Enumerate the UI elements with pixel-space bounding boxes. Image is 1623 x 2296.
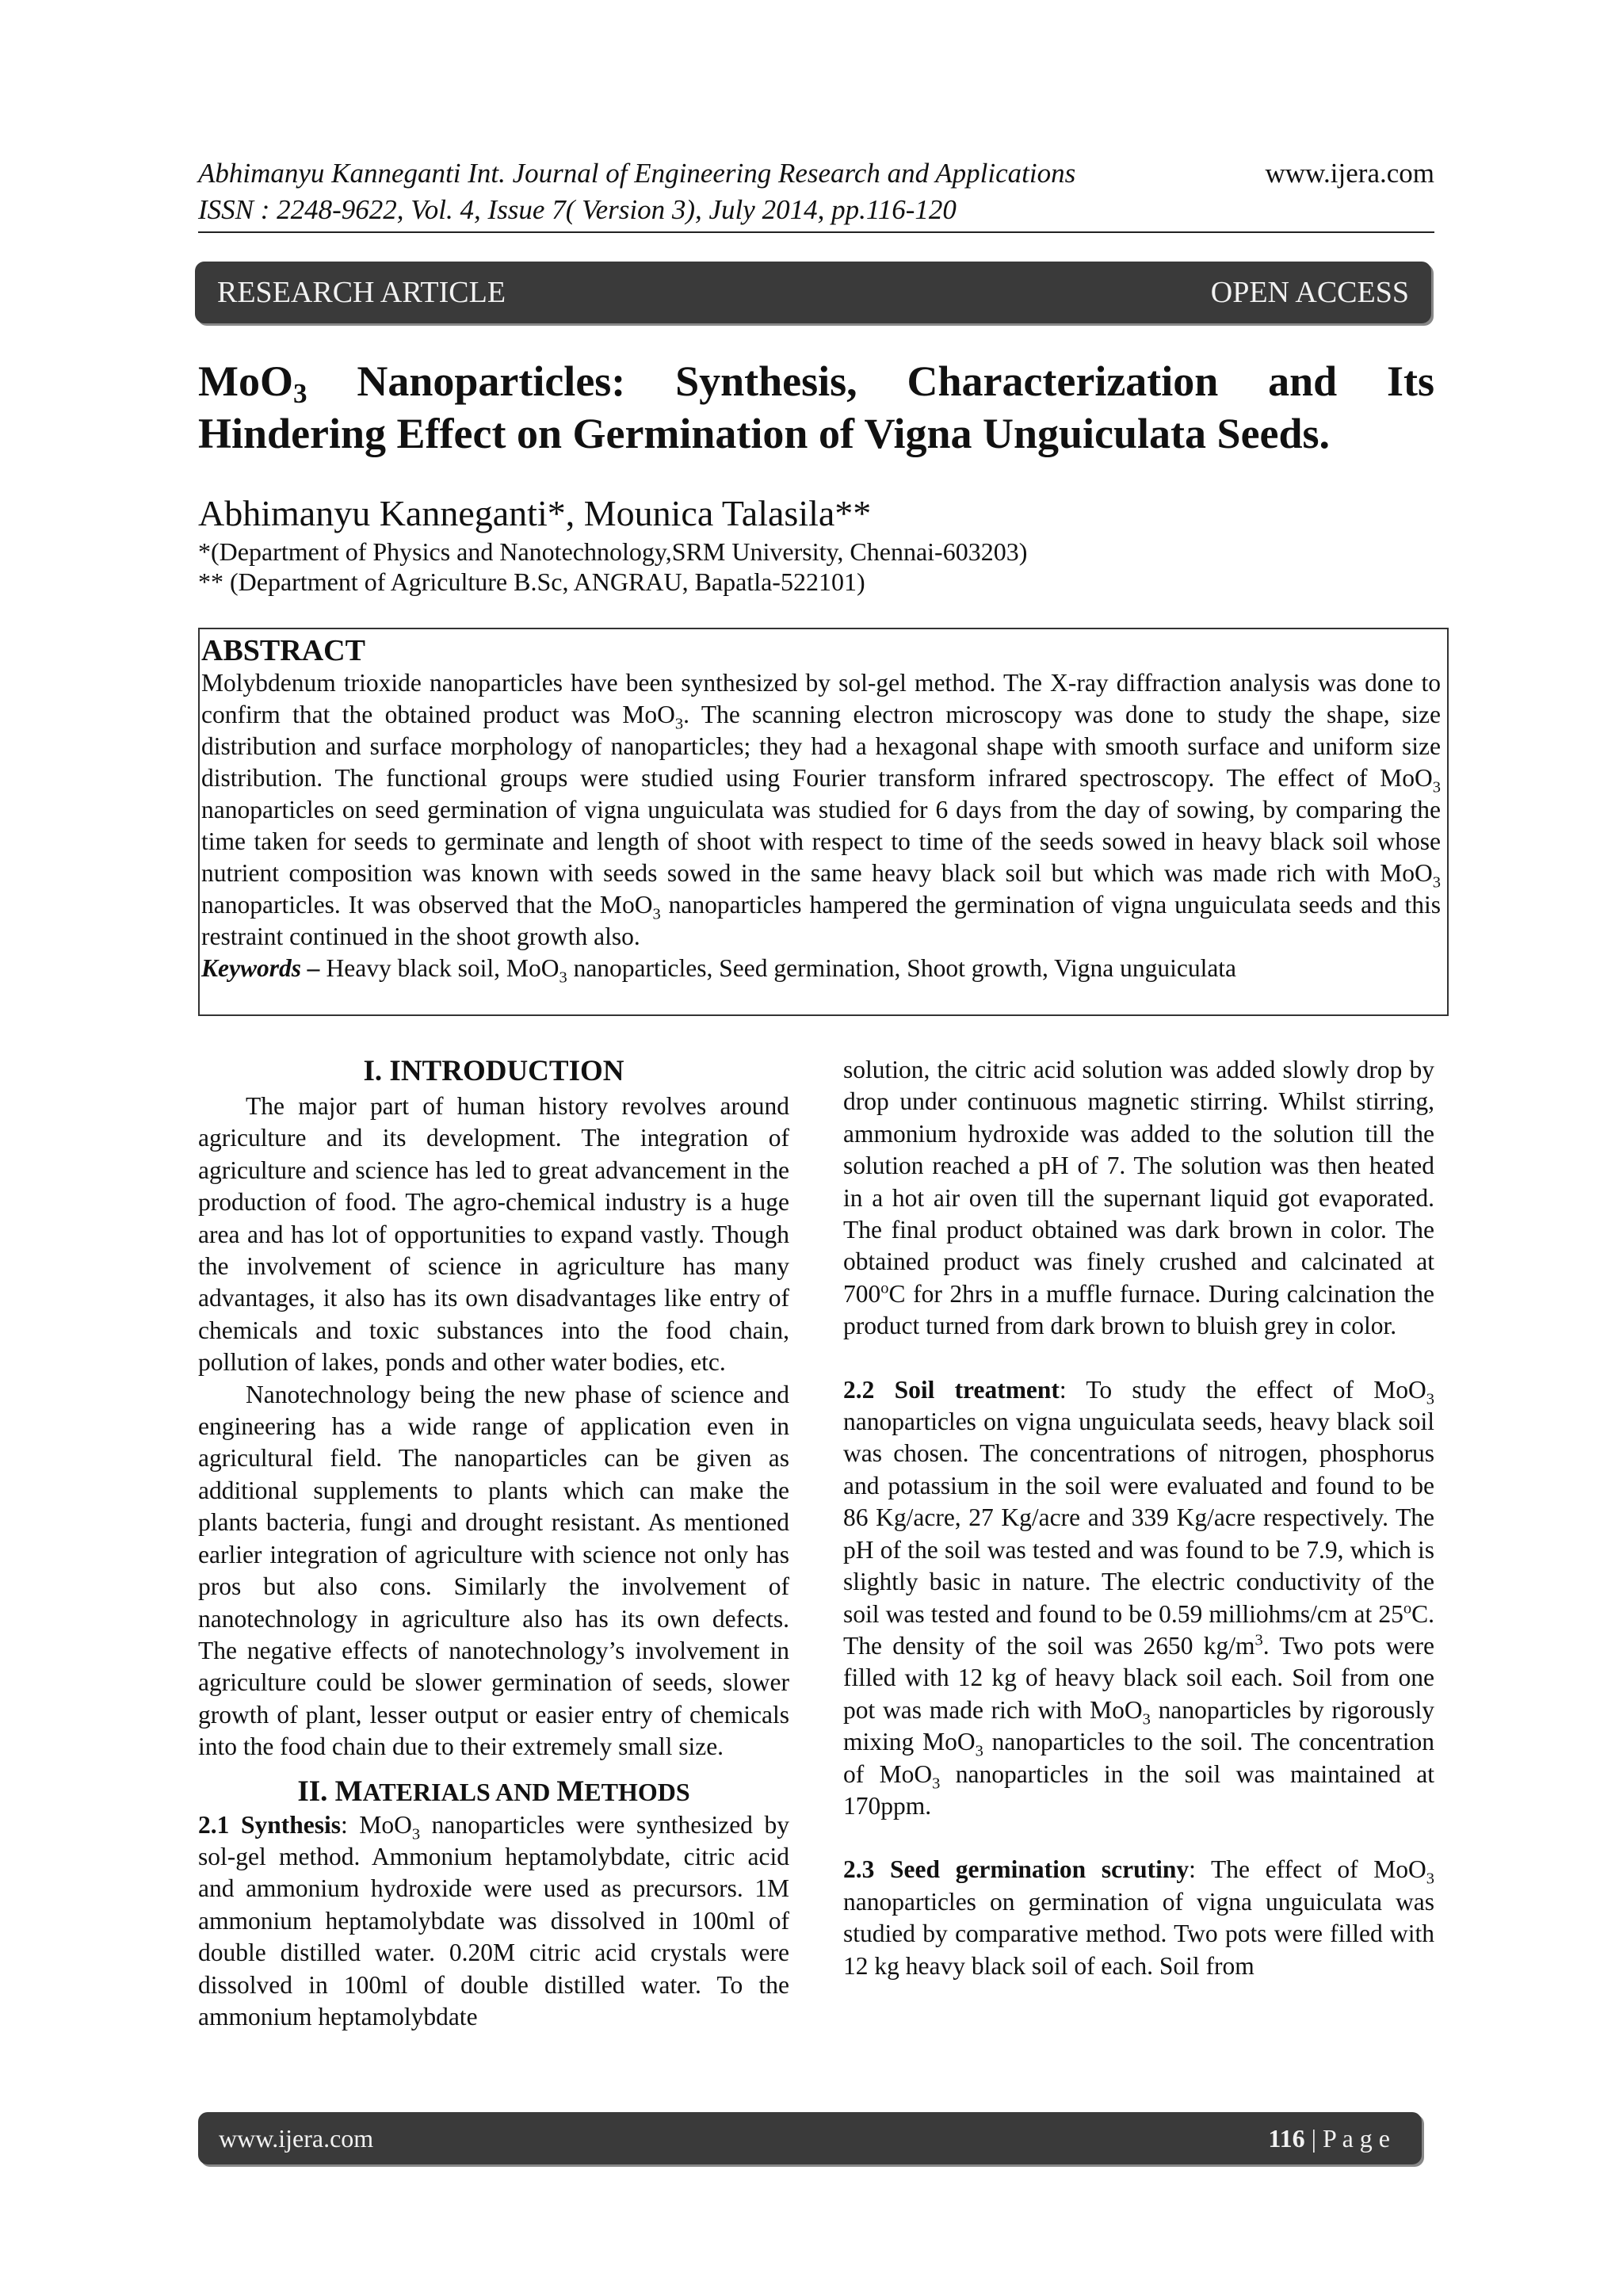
synthesis-paragraph-continued: solution, the citric acid solution was added slowly drop by drop under continuous magnetic stirring. Whilst stirring, ammonium hydroxide was added to the solution till the solution reached a pH of 7. The solution was then heated in a hot air oven till the supernant liquid got evaporated. The final product obtained was dark brown in color. The obtained product was finely crushed and calcinated at 700$^o$C for 2hrs in a muffle furnace. During calcination the product turned from dark brown to bluish grey in color. [843, 1056, 1434, 1340]
paper-title-line-1: MoO$_3$ Nanoparticles: Synthesis, Characterization and Its [198, 357, 1434, 409]
header-rule [198, 231, 1434, 233]
abstract-text: Molybdenum trioxide nanoparticles have been synthesized by sol-gel method. The X-ray diffraction analysis was done to confirm that the obtained product was MoO$_3$. The scanning electron microscopy was done to study the shape, size distribution and surface morphology of nanoparticles; they had a hexagonal shape with smooth surface and uniform size distribution. The functional groups were studied using Fourier transform infrared spectroscopy. The effect of MoO$_3$ nanoparticles on seed germination of vigna unguiculata was studied for 6 days from the day of sowing, by comparing the time taken for seeds to germinate and length of shoot with respect to time of the seeds sowed in heavy black soil whose nutrient composition was known with seeds sowed in the same heavy black soil but which was made rich with MoO$_3$ nanoparticles. It was observed that the MoO$_3$ nanoparticles hampered the germination of vigna unguiculata seeds and this restraint continued in the shoot growth also. [201, 669, 1442, 950]
seed-germination-paragraph: 2.3 Seed germination scrutiny: The effect of MoO$_3$ nanoparticles on germination of vigna unguiculata was studied by comparative method. Two pots were filled with 12 kg heavy black soil of each. Soil from [843, 1855, 1435, 1980]
intro-paragraph-2: Nanotechnology being the new phase of science and engineering has a wide range of application even in agricultural field. The nanoparticles can be given as additional supplements to plants which can make the plants bacteria, fungi and drought resistant. As mentioned earlier integration of agriculture with science not only has pros but also cons. Similarly the involvement of nanotechnology in agriculture also has its own defects. The negative effects of nanotechnology’s involvement in agriculture could be slower germination of seeds, slower growth of plant, lesser output or easier entry of chemicals into the food chain due to their extremely small size. [198, 1380, 789, 1761]
abstract-box [198, 628, 1449, 1016]
affiliation-2: ** (Department of Agriculture B.Sc, ANGRAU, Bapatla-522101) [198, 567, 865, 596]
running-header [198, 155, 1434, 228]
footer-url[interactable]: www.ijera.com [219, 2124, 374, 2153]
right-column [843, 1054, 1434, 1982]
intro-heading: I. INTRODUCTION [363, 1055, 624, 1087]
header-url[interactable]: www.ijera.com [1265, 158, 1434, 189]
article-type-banner [195, 262, 1431, 323]
journal-line: Abhimanyu Kanneganti Int. Journal of Engineering Research and Applications [198, 158, 1076, 189]
page-number: 116 | P a g e [1268, 2124, 1390, 2153]
research-article-label: RESEARCH ARTICLE [217, 276, 506, 309]
left-column [198, 1054, 789, 2033]
footer-bar [198, 2112, 1422, 2164]
keywords: Keywords – Heavy black soil, MoO$_3$ nanoparticles, Seed germination, Shoot growth, Vigna unguiculata [201, 954, 1237, 987]
intro-paragraph-1: The major part of human history revolves around agriculture and its development. The integration of agriculture and science has led to great advancement in the production of food. The agro-chemical industry is a huge area and has lot of opportunities to expand vastly. Though the involvement of science in agriculture has many advantages, it also has its own disadvantages like entry of chemicals and toxic substances into the food chain, pollution of lakes, ponds and other water bodies, etc. [198, 1092, 789, 1377]
keywords-label: Keywords – [201, 954, 320, 982]
paper-title-line-2: Hindering Effect on Germination of Vigna Unguiculata Seeds. [198, 410, 1331, 457]
open-access-label: OPEN ACCESS [1210, 276, 1409, 309]
issn-line: ISSN : 2248-9622, Vol. 4, Issue 7( Version 3), July 2014, pp.116-120 [198, 194, 957, 225]
methods-heading: II. MATERIALS AND METHODS [297, 1775, 690, 1808]
authors: Abhimanyu Kanneganti*, Mounica Talasila** [198, 493, 872, 533]
affiliation-1: *(Department of Physics and Nanotechnology,SRM University, Chennai-603203) [198, 537, 1028, 566]
abstract-heading: ABSTRACT [201, 634, 365, 667]
synthesis-paragraph: 2.1 Synthesis: MoO$_3$ nanoparticles were synthesized by sol-gel method. Ammonium heptamolybdate, citric acid and ammonium hydroxide were used as precursors. 1M ammonium heptamolybdate was dissolved in 100ml of double distilled water. 0.20M citric acid crystals were dissolved in 100ml of double distilled water. To the ammonium heptamolybdate [198, 1810, 790, 2030]
soil-treatment-paragraph: 2.2 Soil treatment: To study the effect of MoO$_3$ nanoparticles on vigna unguiculata seeds, heavy black soil was chosen. The concentrations of nitrogen, phosphorus and potassium in the soil were evaluated and found to be 86 Kg/acre, 27 Kg/acre and 339 Kg/acre respectively. The pH of the soil was tested and was found to be 7.9, which is slightly basic in nature. The electric conductivity of the soil was tested and found to be 0.59 milliohms/cm at 25$^o$C. The density of the soil was 2650 $kg/m^3$. Two pots were filled with 12 kg of heavy black soil each. Soil from one pot was made rich with MoO$_3$ nanoparticles by rigorously mixing MoO$_3$ nanoparticles to the soil. The concentration of MoO$_3$ nanoparticles in the soil was maintained at 170ppm. [843, 1375, 1435, 1820]
